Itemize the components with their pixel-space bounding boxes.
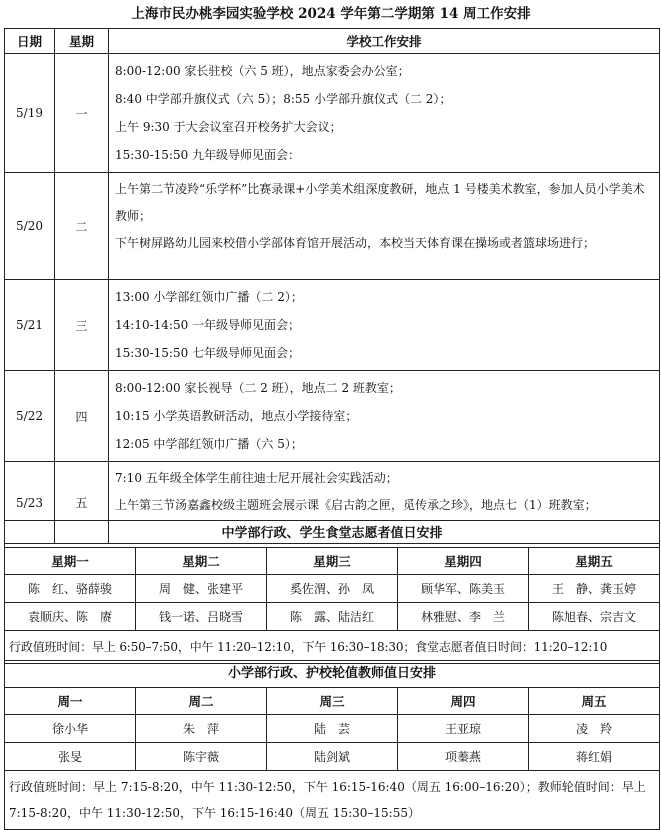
duty-names: 陈宇薇 [136,743,267,771]
date-cell: 5/21 [5,280,55,371]
weekday-cell: 二 [55,173,109,280]
work-item: 上午第二节凌羚“乐学杯”比赛录课+小学美术组深度教研，地点 1 号楼美术教室，参加人员小学美术教师； [115,182,645,223]
duty-names: 陈 露、陆洁红 [267,603,398,631]
weekday-cell: 三 [55,280,109,371]
table-row [5,603,660,631]
primary-duty-title: 小学部行政、护校轮值教师值日安排 [5,661,660,688]
table-row [5,715,660,743]
duty-names: 钱一诺、吕晓雪 [136,603,267,631]
date-cell: 5/22 [5,371,55,462]
weekday-header: 星期 [55,29,109,54]
work-item: 10:15 小学英语教研活动，地点小学接待室； [115,409,358,423]
date-header: 日期 [5,29,55,54]
weekday-cell: 四 [55,371,109,462]
header-row [5,29,660,54]
day-row [5,371,660,462]
work-item: 上午第三节汤嘉鑫校级主题班会展示课《启古韵之匣，觅传承之珍》，地点七（1）班教室； [115,498,597,512]
work-item: 12:05 中学部红领巾广播（六 5）； [115,437,303,451]
day-header: 周三 [267,688,398,715]
middle-duty-time-note: 行政值班时间：早上 6:50–7:50，中午 11:20–12:10，下午 16:30–18:30；食堂志愿者值日时间：11:20–12:10 [5,631,660,664]
day-header: 周四 [398,688,529,715]
day-header: 星期三 [267,548,398,575]
duty-names: 奚佐渭、孙 凤 [267,575,398,603]
table-row [5,575,660,603]
duty-names: 陈 红、骆薛骏 [5,575,136,603]
middle-school-duty-table [4,520,660,664]
duty-names: 陆剑斌 [267,743,398,771]
duty-names: 周 健、张建平 [136,575,267,603]
work-item: 15:30-15:50 七年级导师见面会； [115,346,301,360]
day-header: 星期二 [136,548,267,575]
day-header: 星期一 [5,548,136,575]
work-item: 14:10-14:50 一年级导师见面会； [115,318,301,332]
work-item: 13:00 小学部红领巾广播（二 2）； [115,290,303,304]
work-items [109,173,660,280]
day-header: 星期四 [398,548,529,575]
work-items [109,54,660,173]
weekday-cell: 五 [55,462,109,544]
work-item: 8:00-12:00 家长视导（二 2 班），地点二 2 班教室； [115,381,401,395]
work-header: 学校工作安排 [109,29,660,54]
duty-names: 袁顺庆、陈 赓 [5,603,136,631]
day-header: 周五 [529,688,660,715]
duty-names: 徐小华 [5,715,136,743]
primary-duty-time-note: 行政值班时间：早上 7:15-8:20，中午 11:30-12:50，下午 16:15-16:40（周五 16:00–16:20）；教师轮值时间：早上 7:15-8:20，中午 11:30-12:50，下午 16:15-16:40（周五 15:30–15:55） [5,771,660,830]
work-item: 7:10 五年级全体学生前往迪士尼开展社会实践活动； [115,471,398,485]
weekly-schedule-table [4,28,660,544]
work-items [109,371,660,462]
work-item: 8:00-12:00 家长驻校（六 5 班），地点家委会办公室； [115,64,410,78]
duty-names: 蒋红娟 [529,743,660,771]
duty-names: 项蓁燕 [398,743,529,771]
duty-names: 陆 芸 [267,715,398,743]
duty-names: 凌 羚 [529,715,660,743]
day-row [5,280,660,371]
day-header: 周一 [5,688,136,715]
work-item: 15:30-15:50 九年级导师见面会： [115,148,301,162]
duty-names: 林雅慰、李 兰 [398,603,529,631]
day-header: 星期五 [529,548,660,575]
page-title: 上海市民办桃李园实验学校 2024 学年第二学期第 14 周工作安排 [131,6,531,22]
date-cell: 5/23 [5,462,55,544]
date-cell: 5/20 [5,173,55,280]
duty-names: 王 静、龚玉婷 [529,575,660,603]
duty-names: 王亚琼 [398,715,529,743]
duty-names: 陈旭春、宗吉文 [529,603,660,631]
middle-duty-title: 中学部行政、学生食堂志愿者值日安排 [5,521,660,548]
day-header: 周二 [136,688,267,715]
duty-names: 顾华军、陈美玉 [398,575,529,603]
duty-names: 朱 萍 [136,715,267,743]
day-row [5,54,660,173]
weekday-cell: 一 [55,54,109,173]
duty-names: 张旻 [5,743,136,771]
date-cell: 5/19 [5,54,55,173]
middle-duty-header-row [5,548,660,575]
table-row [5,743,660,771]
work-item: 上午 9:30 于大会议室召开校务扩大会议； [115,120,342,134]
primary-duty-header-row [5,688,660,715]
work-item: 下午树屏路幼儿园来校借小学部体育馆开展活动，本校当天体育课在操场或者篮球场进行； [115,236,596,250]
primary-school-duty-table [4,660,660,830]
work-items [109,280,660,371]
work-item: 8:40 中学部升旗仪式（六 5）；8:55 小学部升旗仪式（二 2）； [115,92,452,106]
day-row [5,173,660,280]
